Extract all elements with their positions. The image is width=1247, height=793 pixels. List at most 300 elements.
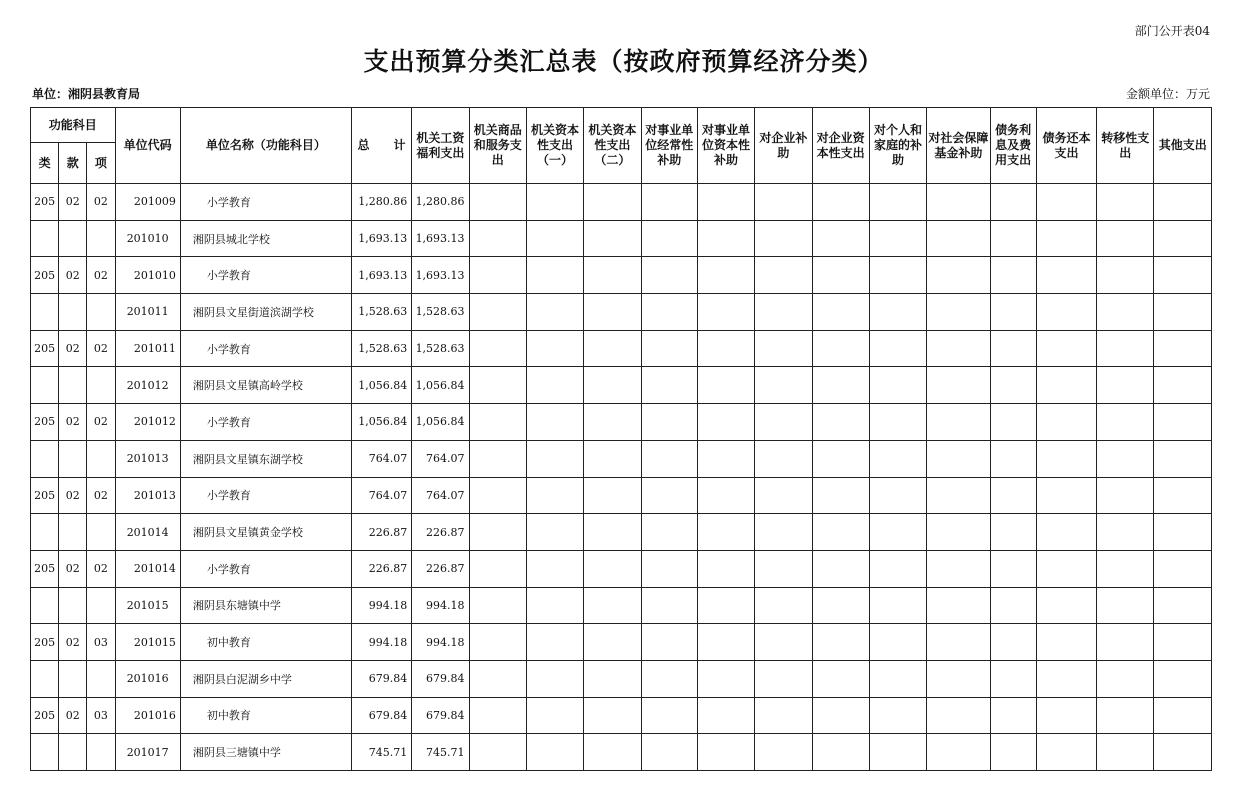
table-row <box>31 330 1212 367</box>
cell-wage-welfare: 1,528.63 <box>412 294 469 331</box>
cell-empty <box>1036 404 1096 441</box>
header-c8: 对企业资本性支出 <box>812 108 869 184</box>
cell-empty <box>584 514 641 551</box>
cell-empty <box>990 734 1036 771</box>
cell-lei: 205 <box>31 404 59 441</box>
cell-empty <box>584 624 641 661</box>
cell-unit-name: 湘阴县文星镇高岭学校 <box>180 367 351 404</box>
cell-empty <box>697 294 754 331</box>
cell-empty <box>584 404 641 441</box>
cell-empty <box>1154 734 1212 771</box>
cell-empty <box>1097 477 1154 514</box>
cell-xiang <box>87 294 115 331</box>
cell-xiang <box>87 734 115 771</box>
cell-empty <box>755 587 812 624</box>
cell-unit-name: 小学教育 <box>180 404 351 441</box>
cell-empty <box>812 514 869 551</box>
cell-empty <box>990 330 1036 367</box>
cell-unit-code: 201016 <box>115 697 180 734</box>
cell-unit-name: 初中教育 <box>180 697 351 734</box>
cell-empty <box>869 257 926 294</box>
cell-unit-code: 201016 <box>115 660 180 697</box>
cell-empty <box>755 624 812 661</box>
cell-total: 994.18 <box>351 624 411 661</box>
cell-empty <box>812 440 869 477</box>
cell-empty <box>1097 367 1154 404</box>
cell-total: 1,056.84 <box>351 404 411 441</box>
cell-empty <box>755 184 812 221</box>
cell-empty <box>927 440 990 477</box>
cell-empty <box>927 550 990 587</box>
cell-empty <box>812 220 869 257</box>
cell-lei: 205 <box>31 550 59 587</box>
table-row <box>31 440 1212 477</box>
cell-empty <box>990 184 1036 221</box>
table-row <box>31 257 1212 294</box>
header-c1: 机关工资福利支出 <box>412 108 469 184</box>
cell-empty <box>869 587 926 624</box>
cell-total: 226.87 <box>351 514 411 551</box>
cell-empty <box>584 440 641 477</box>
cell-empty <box>469 697 526 734</box>
cell-xiang: 02 <box>87 184 115 221</box>
cell-empty <box>584 477 641 514</box>
cell-empty <box>990 587 1036 624</box>
cell-empty <box>697 404 754 441</box>
cell-empty <box>755 294 812 331</box>
cell-empty <box>469 330 526 367</box>
cell-empty <box>1036 624 1096 661</box>
cell-empty <box>927 514 990 551</box>
cell-empty <box>697 697 754 734</box>
cell-xiang <box>87 660 115 697</box>
cell-lei <box>31 734 59 771</box>
cell-empty <box>927 477 990 514</box>
cell-empty <box>526 404 583 441</box>
cell-empty <box>469 440 526 477</box>
cell-unit-code: 201015 <box>115 624 180 661</box>
cell-kuan: 02 <box>59 257 87 294</box>
cell-wage-welfare: 1,280.86 <box>412 184 469 221</box>
cell-wage-welfare: 1,693.13 <box>412 257 469 294</box>
cell-empty <box>469 404 526 441</box>
cell-empty <box>1036 587 1096 624</box>
cell-empty <box>469 550 526 587</box>
table-row <box>31 184 1212 221</box>
cell-xiang <box>87 367 115 404</box>
cell-empty <box>1097 587 1154 624</box>
cell-empty <box>469 477 526 514</box>
cell-empty <box>927 734 990 771</box>
header-c2: 机关商品和服务支出 <box>469 108 526 184</box>
cell-wage-welfare: 994.18 <box>412 624 469 661</box>
cell-empty <box>584 330 641 367</box>
header-xiang: 项 <box>87 143 115 184</box>
cell-unit-code: 201009 <box>115 184 180 221</box>
cell-empty <box>1154 440 1212 477</box>
cell-empty <box>869 440 926 477</box>
cell-unit-name: 湘阴县文星街道滨湖学校 <box>180 294 351 331</box>
cell-xiang: 03 <box>87 624 115 661</box>
cell-empty <box>812 367 869 404</box>
cell-empty <box>697 184 754 221</box>
cell-empty <box>812 404 869 441</box>
header-func-group: 功能科目 <box>31 108 116 143</box>
cell-empty <box>812 734 869 771</box>
cell-wage-welfare: 679.84 <box>412 697 469 734</box>
cell-empty <box>526 734 583 771</box>
header-c11: 债务利息及费用支出 <box>990 108 1036 184</box>
cell-empty <box>641 330 697 367</box>
cell-empty <box>990 514 1036 551</box>
cell-empty <box>812 477 869 514</box>
cell-total: 764.07 <box>351 477 411 514</box>
cell-empty <box>1154 294 1212 331</box>
cell-empty <box>641 514 697 551</box>
cell-empty <box>869 624 926 661</box>
cell-empty <box>526 257 583 294</box>
cell-kuan <box>59 367 87 404</box>
cell-kuan: 02 <box>59 550 87 587</box>
cell-kuan <box>59 294 87 331</box>
header-total: 总 计 <box>351 108 411 184</box>
cell-empty <box>755 404 812 441</box>
cell-unit-name: 湘阴县三塘镇中学 <box>180 734 351 771</box>
cell-empty <box>755 440 812 477</box>
cell-empty <box>990 550 1036 587</box>
cell-empty <box>869 294 926 331</box>
cell-empty <box>641 294 697 331</box>
header-c4: 机关资本性支出（二） <box>584 108 641 184</box>
cell-empty <box>641 660 697 697</box>
cell-unit-code: 201011 <box>115 294 180 331</box>
cell-lei <box>31 587 59 624</box>
cell-empty <box>1097 294 1154 331</box>
cell-empty <box>755 514 812 551</box>
cell-empty <box>641 404 697 441</box>
cell-unit-name: 小学教育 <box>180 184 351 221</box>
header-c3: 机关资本性支出（一） <box>526 108 583 184</box>
cell-lei: 205 <box>31 184 59 221</box>
table-row <box>31 660 1212 697</box>
header-lei: 类 <box>31 143 59 184</box>
cell-lei <box>31 514 59 551</box>
cell-empty <box>697 624 754 661</box>
cell-empty <box>812 257 869 294</box>
cell-empty <box>812 184 869 221</box>
cell-empty <box>927 404 990 441</box>
cell-empty <box>1154 514 1212 551</box>
cell-empty <box>990 624 1036 661</box>
table-row <box>31 367 1212 404</box>
cell-empty <box>1154 550 1212 587</box>
cell-kuan: 02 <box>59 697 87 734</box>
cell-xiang <box>87 587 115 624</box>
cell-empty <box>927 587 990 624</box>
cell-empty <box>526 514 583 551</box>
cell-lei <box>31 440 59 477</box>
cell-empty <box>641 734 697 771</box>
cell-wage-welfare: 679.84 <box>412 660 469 697</box>
cell-empty <box>641 184 697 221</box>
cell-empty <box>927 220 990 257</box>
cell-lei <box>31 660 59 697</box>
page-title: 支出预算分类汇总表（按政府预算经济分类） <box>363 47 884 76</box>
cell-empty <box>927 330 990 367</box>
cell-wage-welfare: 994.18 <box>412 587 469 624</box>
cell-empty <box>1154 220 1212 257</box>
cell-empty <box>697 440 754 477</box>
cell-empty <box>1036 367 1096 404</box>
cell-kuan <box>59 734 87 771</box>
cell-empty <box>1154 587 1212 624</box>
cell-empty <box>584 220 641 257</box>
cell-empty <box>869 734 926 771</box>
cell-lei <box>31 220 59 257</box>
cell-wage-welfare: 226.87 <box>412 550 469 587</box>
cell-unit-name: 湘阴县城北学校 <box>180 220 351 257</box>
table-row <box>31 294 1212 331</box>
unit-label: 单位：湘阴县教育局 <box>32 87 141 101</box>
header-unit-code: 单位代码 <box>115 108 180 184</box>
cell-empty <box>1097 697 1154 734</box>
cell-wage-welfare: 226.87 <box>412 514 469 551</box>
table-row <box>31 697 1212 734</box>
cell-empty <box>641 220 697 257</box>
cell-unit-name: 初中教育 <box>180 624 351 661</box>
cell-kuan: 02 <box>59 404 87 441</box>
cell-empty <box>755 660 812 697</box>
cell-empty <box>641 257 697 294</box>
cell-empty <box>755 367 812 404</box>
cell-empty <box>927 624 990 661</box>
cell-empty <box>641 550 697 587</box>
cell-unit-name: 小学教育 <box>180 477 351 514</box>
cell-empty <box>526 624 583 661</box>
table-row <box>31 220 1212 257</box>
table-row <box>31 404 1212 441</box>
cell-empty <box>1154 257 1212 294</box>
cell-total: 1,693.13 <box>351 257 411 294</box>
cell-empty <box>927 294 990 331</box>
header-c12: 债务还本支出 <box>1036 108 1096 184</box>
cell-empty <box>869 697 926 734</box>
cell-empty <box>526 440 583 477</box>
cell-empty <box>526 220 583 257</box>
cell-empty <box>1036 550 1096 587</box>
cell-kuan <box>59 514 87 551</box>
cell-empty <box>812 697 869 734</box>
cell-empty <box>584 184 641 221</box>
cell-empty <box>469 587 526 624</box>
cell-unit-code: 201013 <box>115 440 180 477</box>
cell-total: 1,056.84 <box>351 367 411 404</box>
cell-empty <box>1097 257 1154 294</box>
cell-empty <box>869 477 926 514</box>
cell-unit-code: 201011 <box>115 330 180 367</box>
cell-empty <box>1036 220 1096 257</box>
cell-empty <box>1036 294 1096 331</box>
budget-table <box>30 107 1212 771</box>
cell-empty <box>469 220 526 257</box>
cell-empty <box>1097 404 1154 441</box>
header-c13: 转移性支出 <box>1097 108 1154 184</box>
cell-total: 764.07 <box>351 440 411 477</box>
cell-empty <box>990 660 1036 697</box>
cell-empty <box>584 257 641 294</box>
cell-unit-name: 湘阴县文星镇东湖学校 <box>180 440 351 477</box>
header-kuan: 款 <box>59 143 87 184</box>
cell-empty <box>1097 330 1154 367</box>
cell-empty <box>755 550 812 587</box>
cell-total: 994.18 <box>351 587 411 624</box>
cell-empty <box>697 477 754 514</box>
cell-empty <box>469 367 526 404</box>
cell-empty <box>869 550 926 587</box>
cell-empty <box>812 587 869 624</box>
header-c7: 对企业补助 <box>755 108 812 184</box>
cell-lei: 205 <box>31 624 59 661</box>
cell-empty <box>1036 477 1096 514</box>
cell-empty <box>526 367 583 404</box>
cell-total: 679.84 <box>351 697 411 734</box>
cell-unit-name: 小学教育 <box>180 257 351 294</box>
cell-empty <box>812 624 869 661</box>
cell-unit-code: 201010 <box>115 220 180 257</box>
cell-wage-welfare: 764.07 <box>412 477 469 514</box>
cell-empty <box>1036 514 1096 551</box>
cell-unit-code: 201012 <box>115 367 180 404</box>
cell-xiang: 02 <box>87 257 115 294</box>
cell-empty <box>1154 697 1212 734</box>
cell-unit-code: 201010 <box>115 257 180 294</box>
cell-xiang: 03 <box>87 697 115 734</box>
cell-empty <box>755 697 812 734</box>
cell-empty <box>1097 624 1154 661</box>
cell-total: 679.84 <box>351 660 411 697</box>
cell-empty <box>584 367 641 404</box>
cell-empty <box>526 294 583 331</box>
cell-unit-name: 湘阴县白泥湖乡中学 <box>180 660 351 697</box>
table-row <box>31 514 1212 551</box>
cell-lei: 205 <box>31 257 59 294</box>
cell-xiang <box>87 514 115 551</box>
cell-empty <box>1154 184 1212 221</box>
cell-empty <box>1154 330 1212 367</box>
cell-empty <box>697 514 754 551</box>
cell-empty <box>1036 660 1096 697</box>
cell-kuan <box>59 587 87 624</box>
cell-empty <box>526 477 583 514</box>
cell-kuan: 02 <box>59 624 87 661</box>
header-unit-name: 单位名称（功能科目） <box>180 108 351 184</box>
cell-empty <box>697 257 754 294</box>
cell-kuan: 02 <box>59 330 87 367</box>
cell-empty <box>584 294 641 331</box>
cell-wage-welfare: 1,528.63 <box>412 330 469 367</box>
cell-empty <box>641 367 697 404</box>
cell-empty <box>584 587 641 624</box>
cell-empty <box>990 294 1036 331</box>
table-row <box>31 550 1212 587</box>
cell-empty <box>755 257 812 294</box>
cell-lei <box>31 367 59 404</box>
cell-total: 1,280.86 <box>351 184 411 221</box>
cell-empty <box>990 477 1036 514</box>
cell-lei: 205 <box>31 477 59 514</box>
cell-xiang: 02 <box>87 404 115 441</box>
cell-lei: 205 <box>31 330 59 367</box>
cell-empty <box>584 734 641 771</box>
cell-unit-code: 201012 <box>115 404 180 441</box>
cell-empty <box>1097 184 1154 221</box>
cell-empty <box>526 587 583 624</box>
form-number-label: 部门公开表04 <box>1134 24 1210 38</box>
cell-empty <box>869 184 926 221</box>
cell-empty <box>469 734 526 771</box>
cell-total: 1,528.63 <box>351 294 411 331</box>
header-c14: 其他支出 <box>1154 108 1212 184</box>
cell-empty <box>990 257 1036 294</box>
header-c10: 对社会保障基金补助 <box>927 108 990 184</box>
cell-empty <box>697 220 754 257</box>
cell-unit-code: 201017 <box>115 734 180 771</box>
cell-empty <box>1036 734 1096 771</box>
header-c6: 对事业单位资本性补助 <box>697 108 754 184</box>
cell-empty <box>755 330 812 367</box>
cell-empty <box>584 550 641 587</box>
cell-empty <box>469 184 526 221</box>
cell-xiang: 02 <box>87 550 115 587</box>
cell-unit-name: 小学教育 <box>180 330 351 367</box>
cell-empty <box>641 440 697 477</box>
cell-empty <box>1097 550 1154 587</box>
cell-total: 226.87 <box>351 550 411 587</box>
cell-empty <box>869 330 926 367</box>
cell-empty <box>641 697 697 734</box>
money-unit-label: 金额单位：万元 <box>1125 87 1210 101</box>
cell-empty <box>869 404 926 441</box>
cell-empty <box>927 184 990 221</box>
cell-wage-welfare: 745.71 <box>412 734 469 771</box>
cell-empty <box>469 257 526 294</box>
cell-empty <box>990 367 1036 404</box>
cell-empty <box>469 514 526 551</box>
cell-empty <box>697 660 754 697</box>
cell-empty <box>584 697 641 734</box>
cell-wage-welfare: 764.07 <box>412 440 469 477</box>
cell-empty <box>697 330 754 367</box>
cell-kuan: 02 <box>59 184 87 221</box>
cell-xiang <box>87 220 115 257</box>
cell-empty <box>869 367 926 404</box>
cell-empty <box>812 294 869 331</box>
cell-xiang <box>87 440 115 477</box>
cell-empty <box>1154 624 1212 661</box>
cell-wage-welfare: 1,056.84 <box>412 367 469 404</box>
cell-total: 745.71 <box>351 734 411 771</box>
cell-kuan <box>59 440 87 477</box>
table-row <box>31 477 1212 514</box>
cell-empty <box>1097 660 1154 697</box>
cell-wage-welfare: 1,693.13 <box>412 220 469 257</box>
cell-empty <box>1154 660 1212 697</box>
cell-empty <box>927 697 990 734</box>
cell-unit-code: 201013 <box>115 477 180 514</box>
cell-empty <box>869 660 926 697</box>
cell-empty <box>1097 220 1154 257</box>
cell-unit-name: 湘阴县文星镇黄金学校 <box>180 514 351 551</box>
